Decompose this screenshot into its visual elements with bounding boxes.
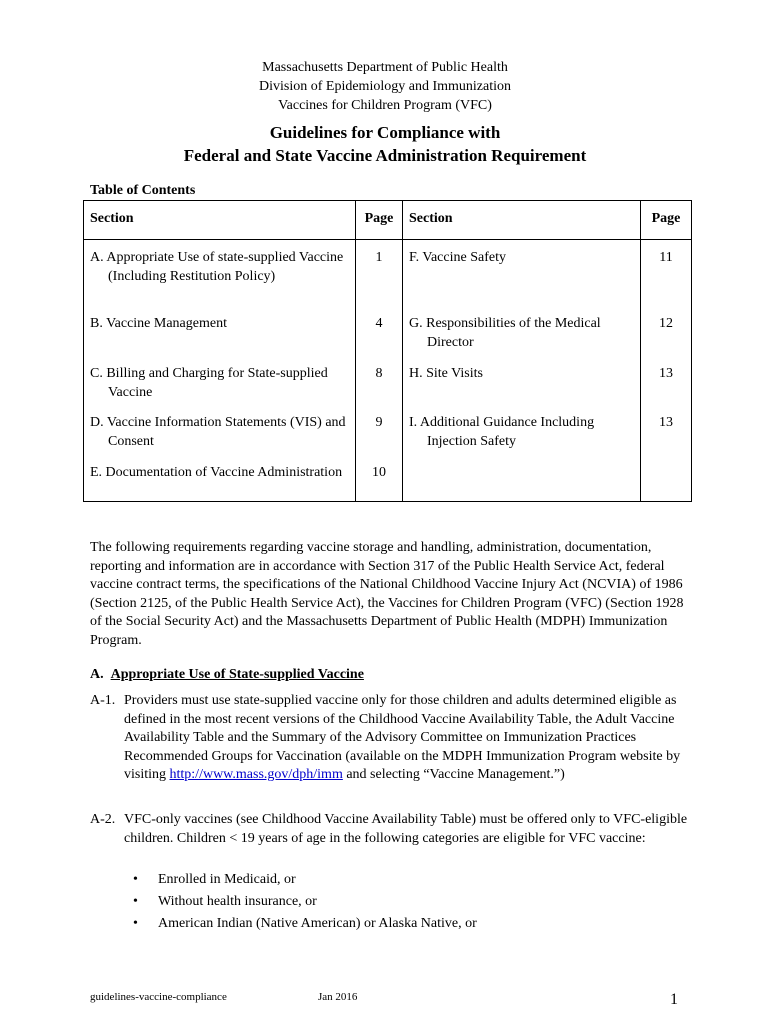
toc-entry — [84, 240, 356, 307]
header-division: Division of Epidemiology and Immunization — [259, 79, 511, 94]
toc-entry-label: G. Responsibilities of the Medical Director — [409, 316, 601, 350]
toc-entry-label: H. Site Visits — [409, 366, 483, 381]
toc-entry — [84, 455, 356, 502]
header-department: Massachusetts Department of Public Health — [262, 60, 508, 75]
section-a-prefix: A. — [90, 667, 104, 682]
item-a1-text — [124, 692, 690, 785]
list-item — [130, 913, 477, 935]
title-line-2: Federal and State Vaccine Administration Requirement — [183, 146, 587, 165]
toc-entry-label: I. Additional Guidance Including Injection Safety — [409, 415, 595, 449]
toc-header-page: Page — [356, 201, 403, 240]
toc-entry-label: D. Vaccine Information Statements (VIS) and Consent — [90, 415, 346, 449]
toc-page-number: 11 — [641, 240, 692, 307]
header-program: Vaccines for Children Program (VFC) — [278, 98, 492, 113]
mdph-imm-link[interactable]: http://www.mass.gov/dph/imm — [169, 767, 343, 782]
toc-header-section: Section — [403, 201, 641, 240]
toc-header-page: Page — [641, 201, 692, 240]
toc-entry — [84, 405, 356, 455]
intro-paragraph: The following requirements regarding vaccine storage and handling, administration, documentation, reporting and information are in accordance with Section 317 of the Public Health Service Act, federal vaccine contract terms, the specifications of the National Childhood Vaccine Injury Act (NCVIA) of 1986 (Section 2125, of the Public Health Service Act), the Vaccines for Children Program (VFC) (Section 1928 of the Social Security Act) and the Massachusetts Department of Public Health (MDPH) Immunization Program. — [90, 540, 684, 648]
toc-page-number — [641, 455, 692, 502]
eligibility-bullet-list — [130, 869, 477, 935]
item-a1-text-end: and selecting “Vaccine Management.”) — [342, 767, 565, 782]
bullet-icon: • — [133, 872, 138, 887]
toc-row — [84, 405, 692, 455]
toc-header-section: Section — [84, 201, 356, 240]
document-header — [0, 58, 770, 115]
toc-page-number: 12 — [641, 306, 692, 356]
toc-page-number: 9 — [356, 405, 403, 455]
section-a-heading — [90, 667, 364, 683]
list-item — [130, 869, 477, 891]
section-a-title: Appropriate Use of State-supplied Vaccine — [110, 667, 364, 682]
bullet-icon: • — [133, 916, 138, 931]
list-item-text: Without health insurance, or — [158, 894, 317, 909]
toc-label: Table of Contents — [90, 183, 196, 198]
item-a2-text: VFC-only vaccines (see Childhood Vaccine Availability Table) must be offered only to VFC-eligible children. Children < 19 years of age in the following categories are eligible for VFC vaccine: — [124, 812, 688, 846]
item-a2 — [90, 811, 690, 848]
footer-filename: guidelines-vaccine-compliance — [90, 991, 227, 1003]
item-a1-text-start: Providers must use state-supplied vaccine only for those children and adults determined eligible as defined in the most recent versions of the Childhood Vaccine Availability Table, the Adult Vaccine Availability Table and the Summary of the Advisory Committee on Immunization Practices Recommended Groups for Vaccination (available on the MDPH Immunization Program website by visiting — [124, 693, 681, 782]
title-line-1: Guidelines for Compliance with — [269, 123, 501, 142]
footer-date: Jan 2016 — [318, 991, 358, 1003]
toc-entry — [403, 405, 641, 455]
page-number: 1 — [670, 991, 678, 1008]
list-item — [130, 891, 477, 913]
toc-entry — [403, 356, 641, 405]
toc-entry-label: B. Vaccine Management — [90, 316, 227, 331]
toc-row — [84, 455, 692, 502]
list-item-text: Enrolled in Medicaid, or — [158, 872, 296, 887]
bullet-icon: • — [133, 894, 138, 909]
toc-page-number: 1 — [356, 240, 403, 307]
toc-entry — [84, 356, 356, 405]
toc-entry — [403, 240, 641, 307]
list-item-text: American Indian (Native American) or Alaska Native, or — [158, 916, 477, 931]
toc-row — [84, 240, 692, 307]
toc-page-number: 10 — [356, 455, 403, 502]
toc-page-number: 8 — [356, 356, 403, 405]
toc-entry — [84, 306, 356, 356]
item-a1 — [90, 692, 690, 785]
toc-header-row — [84, 201, 692, 240]
item-a1-label: A-1. — [90, 693, 116, 708]
item-a2-label: A-2. — [90, 812, 116, 827]
toc-entry — [403, 455, 641, 502]
toc-page-number: 13 — [641, 405, 692, 455]
toc-page-number: 4 — [356, 306, 403, 356]
toc-entry-label: E. Documentation of Vaccine Administration — [90, 465, 343, 480]
toc-entry-label: F. Vaccine Safety — [409, 250, 506, 265]
toc-row — [84, 306, 692, 356]
toc-page-number: 13 — [641, 356, 692, 405]
toc-entry-label: C. Billing and Charging for State-supplied Vaccine — [90, 366, 328, 400]
toc-entry — [403, 306, 641, 356]
toc-entry-label: A. Appropriate Use of state-supplied Vaccine (Including Restitution Policy) — [90, 250, 344, 284]
toc-row — [84, 356, 692, 405]
table-of-contents — [83, 200, 692, 502]
document-title — [0, 121, 770, 167]
